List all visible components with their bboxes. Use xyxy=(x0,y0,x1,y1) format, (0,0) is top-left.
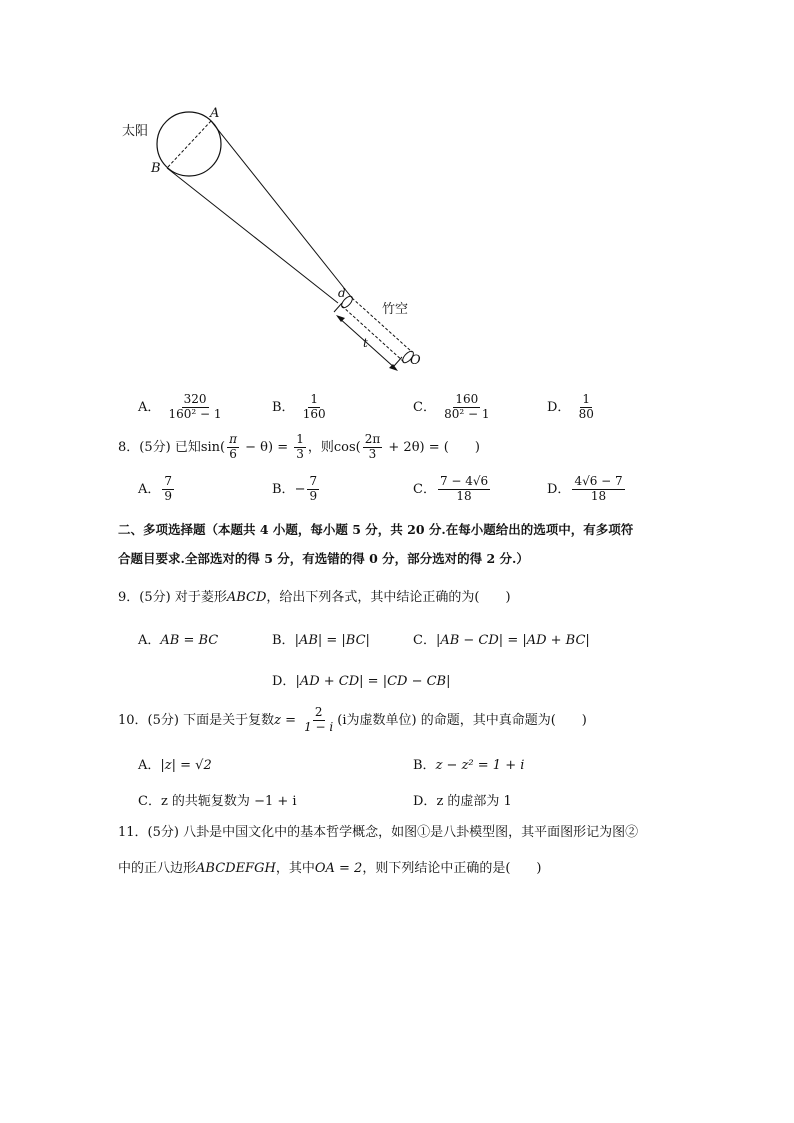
q9-option-d[interactable]: D．|AD + CD| = |CD − CB| xyxy=(272,674,451,689)
q11-line1: 11．(5分) 八卦是中国文化中的基本哲学概念，如图①是八卦模型图，其平面图形记为图② xyxy=(118,825,639,840)
q7-option-a[interactable] xyxy=(138,393,226,422)
arrow-head-start xyxy=(336,315,345,322)
arrow-head-end xyxy=(389,364,398,371)
tick-far xyxy=(394,357,402,366)
q8-option-a[interactable]: A． $\frac{7}{9}$ xyxy=(138,474,173,503)
q8-option-d[interactable]: D． $\frac{4√6 - 7}{18}$ xyxy=(547,474,623,503)
q9-option-b[interactable]: B．|AB| = |BC| xyxy=(272,633,370,648)
ray-from-b xyxy=(167,168,338,303)
q9-option-a[interactable]: A．AB = BC xyxy=(138,633,219,648)
sun-label: 太阳 xyxy=(122,124,149,139)
point-b-label: B xyxy=(151,161,161,176)
section2-line2: 合题目要求.全部选对的得 5 分，有选错的得 0 分，部分选对的得 2 分.） xyxy=(118,551,529,566)
option-fraction: $\frac{160}{\text{80² − 1}}$ xyxy=(444,392,490,421)
q9-stem: 9．(5分) 对于菱形ABCD，给出下列各式，其中结论正确的为( ) xyxy=(118,590,511,605)
ray-from-a xyxy=(211,121,352,298)
option-fraction: $\frac{320}{\text{160² − 1}}$ xyxy=(168,392,222,421)
option-letter: B． xyxy=(272,399,295,415)
length-t-label: t xyxy=(363,336,368,350)
q10-stem: 10．(5分) 下面是关于复数z = $\frac{2}{1 - i}$ (i为虚数单位) 的命题，其中真命题为( ) xyxy=(118,705,587,734)
q11-line2: 中的正八边形ABCDEFGH，其中OA = 2，则下列结论中正确的是( ) xyxy=(118,861,542,876)
q7-option-c[interactable] xyxy=(413,393,494,422)
q7-option-b[interactable] xyxy=(272,393,330,422)
point-o-label: O xyxy=(410,353,421,368)
point-a-label: A xyxy=(210,106,220,121)
option-letter: A． xyxy=(138,399,161,415)
q10-option-d[interactable]: D．z 的虚部为 1 xyxy=(413,794,512,809)
q8-option-c[interactable]: C． $\frac{7 - 4√6}{18}$ xyxy=(413,474,489,503)
diameter-ab xyxy=(167,121,211,168)
option-letter: D． xyxy=(547,399,571,415)
q7-option-d[interactable] xyxy=(547,393,598,422)
q10-option-a[interactable]: A．|z| = √2 xyxy=(138,758,212,773)
tick-near xyxy=(334,303,342,312)
q8-option-b[interactable]: B．− $\frac{7}{9}$ xyxy=(272,474,318,503)
sun-tube-diagram xyxy=(0,0,794,390)
point-d-label: d xyxy=(338,286,346,300)
option-fraction: $\frac{1}{160}$ xyxy=(302,392,326,421)
option-fraction: $\frac{1}{80}$ xyxy=(578,392,594,421)
q10-option-b[interactable]: B．z − z² = 1 + i xyxy=(413,758,525,773)
option-letter: C． xyxy=(413,399,436,415)
q8-stem: 8．(5分) 已知sin( $\frac{\pi}{6}$ − θ) = $\frac{1}{3}$ ，则cos( $\frac{2\pi}{3}$ + 2θ) = ( ) xyxy=(118,432,480,461)
tube-label: 竹空 xyxy=(382,302,409,317)
q10-option-c[interactable]: C．z 的共轭复数为 −1 + i xyxy=(138,794,297,809)
q9-option-c[interactable]: C．|AB − CD| = |AD + BC| xyxy=(413,633,590,648)
section2-line1: 二、多项选择题（本题共 4 小题，每小题 5 分，共 20 分.在每小题给出的选项中，有多项符 xyxy=(118,522,634,537)
